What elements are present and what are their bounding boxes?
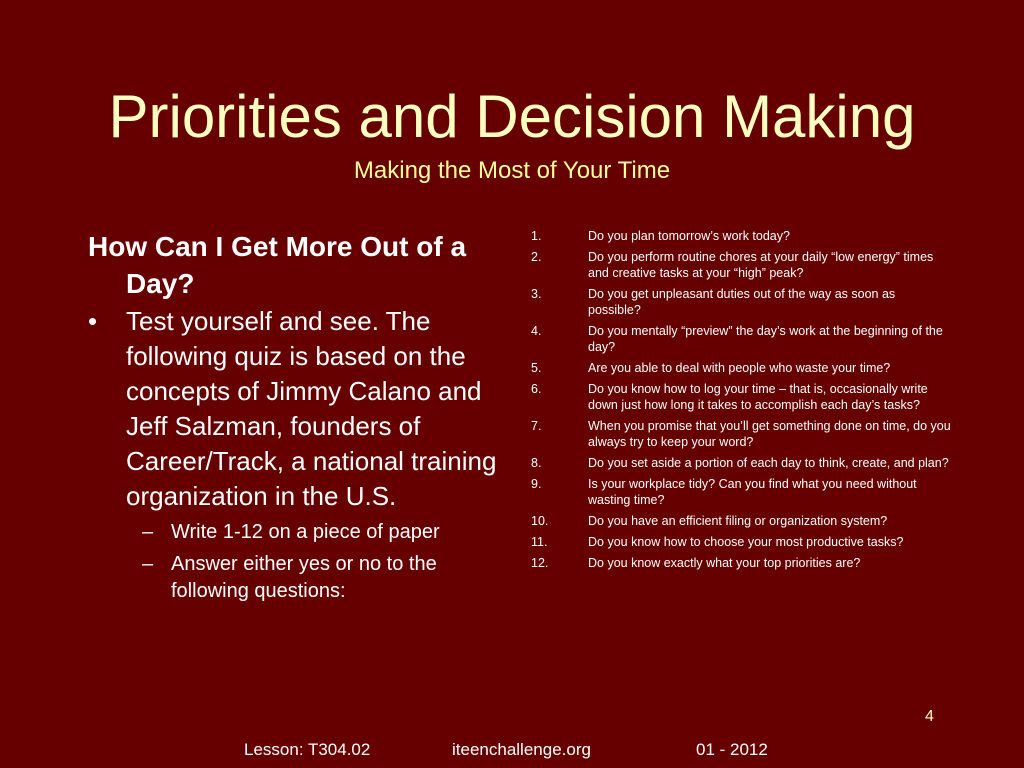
sub-bullet-text: Write 1-12 on a piece of paper <box>171 521 440 543</box>
list-item-text: Do you have an efficient filing or organization system? <box>588 514 888 528</box>
list-item-number: 3. <box>531 287 542 301</box>
sub-bullet-text: Answer either yes or no to the following questions: <box>171 553 437 602</box>
list-item <box>531 323 951 355</box>
list-item-text: Do you perform routine chores at your daily “low energy” times and creative tasks at your “high” peak? <box>588 250 934 280</box>
list-item-text: Do you set aside a portion of each day to think, create, and plan? <box>588 456 949 470</box>
footer-site: iteenchallenge.org <box>452 740 591 759</box>
list-item <box>531 455 951 471</box>
list-item <box>531 513 951 529</box>
left-text-column <box>88 228 498 605</box>
list-item <box>531 286 951 318</box>
list-item-number: 11. <box>531 535 548 549</box>
list-item <box>531 418 951 450</box>
list-item-number: 1. <box>531 229 542 243</box>
list-item <box>531 534 951 550</box>
question-list <box>531 228 951 576</box>
list-item-number: 2. <box>531 250 542 264</box>
list-item-number: 9. <box>531 477 542 491</box>
list-item-text: Do you know how to choose your most productive tasks? <box>588 535 904 549</box>
list-item-number: 12. <box>531 556 549 570</box>
sub-bullet-symbol: – <box>142 521 154 543</box>
list-item-number: 4. <box>531 324 542 338</box>
list-item <box>531 555 951 571</box>
list-item-text: Do you know exactly what your top priorities are? <box>588 556 861 570</box>
list-item-number: 10. <box>531 514 549 528</box>
list-item-number: 5. <box>531 361 542 375</box>
list-item-text: Do you know how to log your time – that is, occasionally write down just how long it takes to accomplish each day’s tasks? <box>588 382 928 412</box>
list-item-text: Are you able to deal with people who waste your time? <box>588 361 891 375</box>
list-item <box>531 360 951 376</box>
list-item <box>531 249 951 281</box>
list-item <box>531 228 951 244</box>
list-item <box>531 381 951 413</box>
list-item-text: Do you plan tomorrow’s work today? <box>588 229 790 243</box>
footer-date: 01 - 2012 <box>696 740 768 759</box>
slide-title: Priorities and Decision Making <box>108 83 916 150</box>
list-item-text: Do you get unpleasant duties out of the way as soon as possible? <box>588 287 896 317</box>
bullet-symbol: • <box>88 306 98 336</box>
left-heading: How Can I Get More Out of a Day? <box>88 231 467 299</box>
list-item <box>531 476 951 508</box>
list-item-text: Do you mentally “preview” the day’s work at the beginning of the day? <box>588 324 943 354</box>
list-item-number: 8. <box>531 456 542 470</box>
list-item-text: When you promise that you’ll get something done on time, do you always try to keep your word? <box>588 419 951 449</box>
list-item-number: 6. <box>531 382 542 396</box>
sub-bullet <box>88 519 498 546</box>
list-item-text: Is your workplace tidy? Can you find what you need without wasting time? <box>588 477 917 507</box>
sub-bullet-symbol: – <box>142 553 154 575</box>
footer <box>0 740 1024 764</box>
list-item-number: 7. <box>531 419 542 433</box>
footer-lesson: Lesson: T304.02 <box>244 740 371 759</box>
main-bullet <box>88 304 498 514</box>
main-bullet-text: Test yourself and see. The following quiz is based on the concepts of Jimmy Calano and Jeff Salzman, founders of Career/Track, a national training organization in the U.S. <box>126 306 497 511</box>
sub-bullet <box>88 551 498 605</box>
page-number: 4 <box>925 708 934 725</box>
slide-subtitle: Making the Most of Your Time <box>353 157 671 184</box>
